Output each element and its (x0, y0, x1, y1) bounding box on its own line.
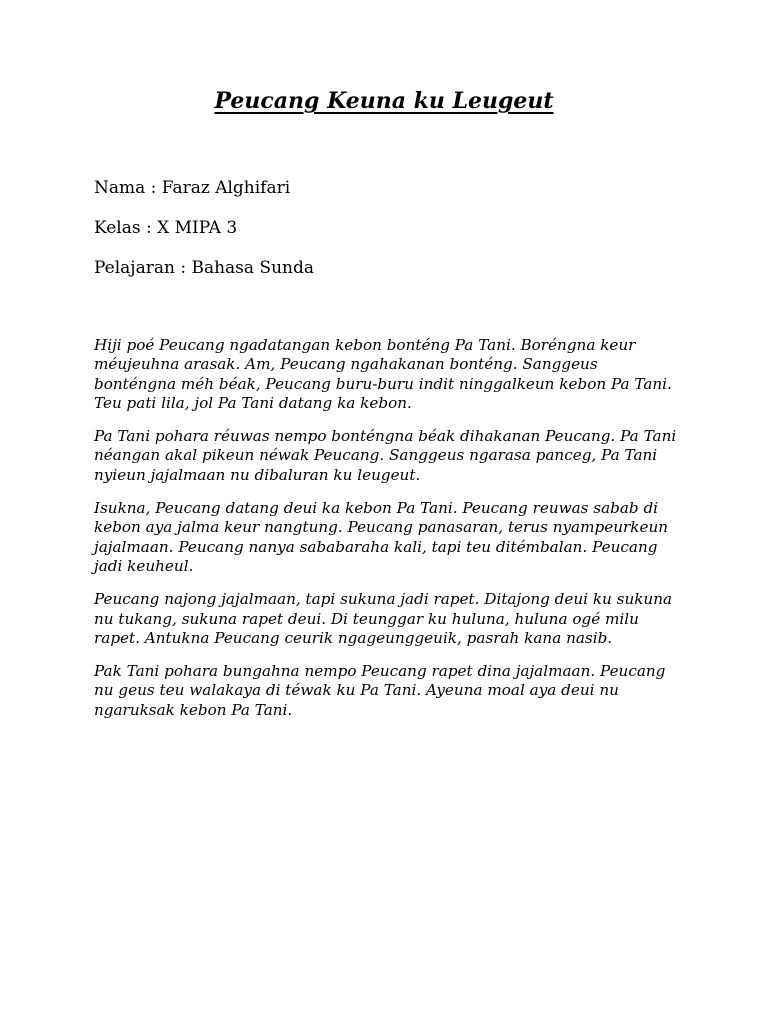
document-title: Peucang Keuna ku Leugeut (214, 88, 554, 114)
story-paragraph-1: Hiji poé Peucang ngadatangan kebon bonténg Pa Tani. Boréngna keur méujeuhna arasak. Am, Peucang ngahakanan bonténg. Sanggeus bonténgna méh béak, Peucang buru-buru indit ninggalkeun kebon Pa Tani. Teu pati lila, jol Pa Tani datang ka kebon. (94, 336, 672, 412)
story-paragraph-5: Pak Tani pohara bungahna nempo Peucang rapet dina jajalmaan. Peucang nu geus teu walakaya di téwak ku Pa Tani. Ayeuna moal aya deui nu ngaruksak kebon Pa Tani. (94, 662, 666, 719)
story-paragraph-4: Peucang najong jajalmaan, tapi sukuna jadi rapet. Ditajong deui ku sukuna nu tukang, sukuna rapet deui. Di teunggar ku huluna, huluna ogé milu rapet. Antukna Peucang ceurik ngageunggeuik, pasrah kana nasib. (94, 590, 673, 647)
student-info (94, 176, 694, 296)
meta-class: Kelas : X MIPA 3 (94, 218, 238, 238)
story-body (94, 336, 684, 734)
story-paragraph-2: Pa Tani pohara réuwas nempo bonténgna béak dihakanan Peucang. Pa Tani néangan akal pikeun néwak Peucang. Sanggeus ngarasa panceg, Pa Tani nyieun jajalmaan nu dibaluran ku leugeut. (94, 427, 677, 484)
story-paragraph-3: Isukna, Peucang datang deui ka kebon Pa Tani. Peucang reuwas sabab di kebon aya jalma keur nangtung. Peucang panasaran, terus nyampeurkeun jajalmaan. Peucang nanya sababaraha kali, tapi teu ditémbalan. Peucang jadi keuheul. (94, 499, 669, 575)
meta-name: Nama : Faraz Alghifari (94, 178, 291, 198)
meta-subject: Pelajaran : Bahasa Sunda (94, 258, 314, 278)
